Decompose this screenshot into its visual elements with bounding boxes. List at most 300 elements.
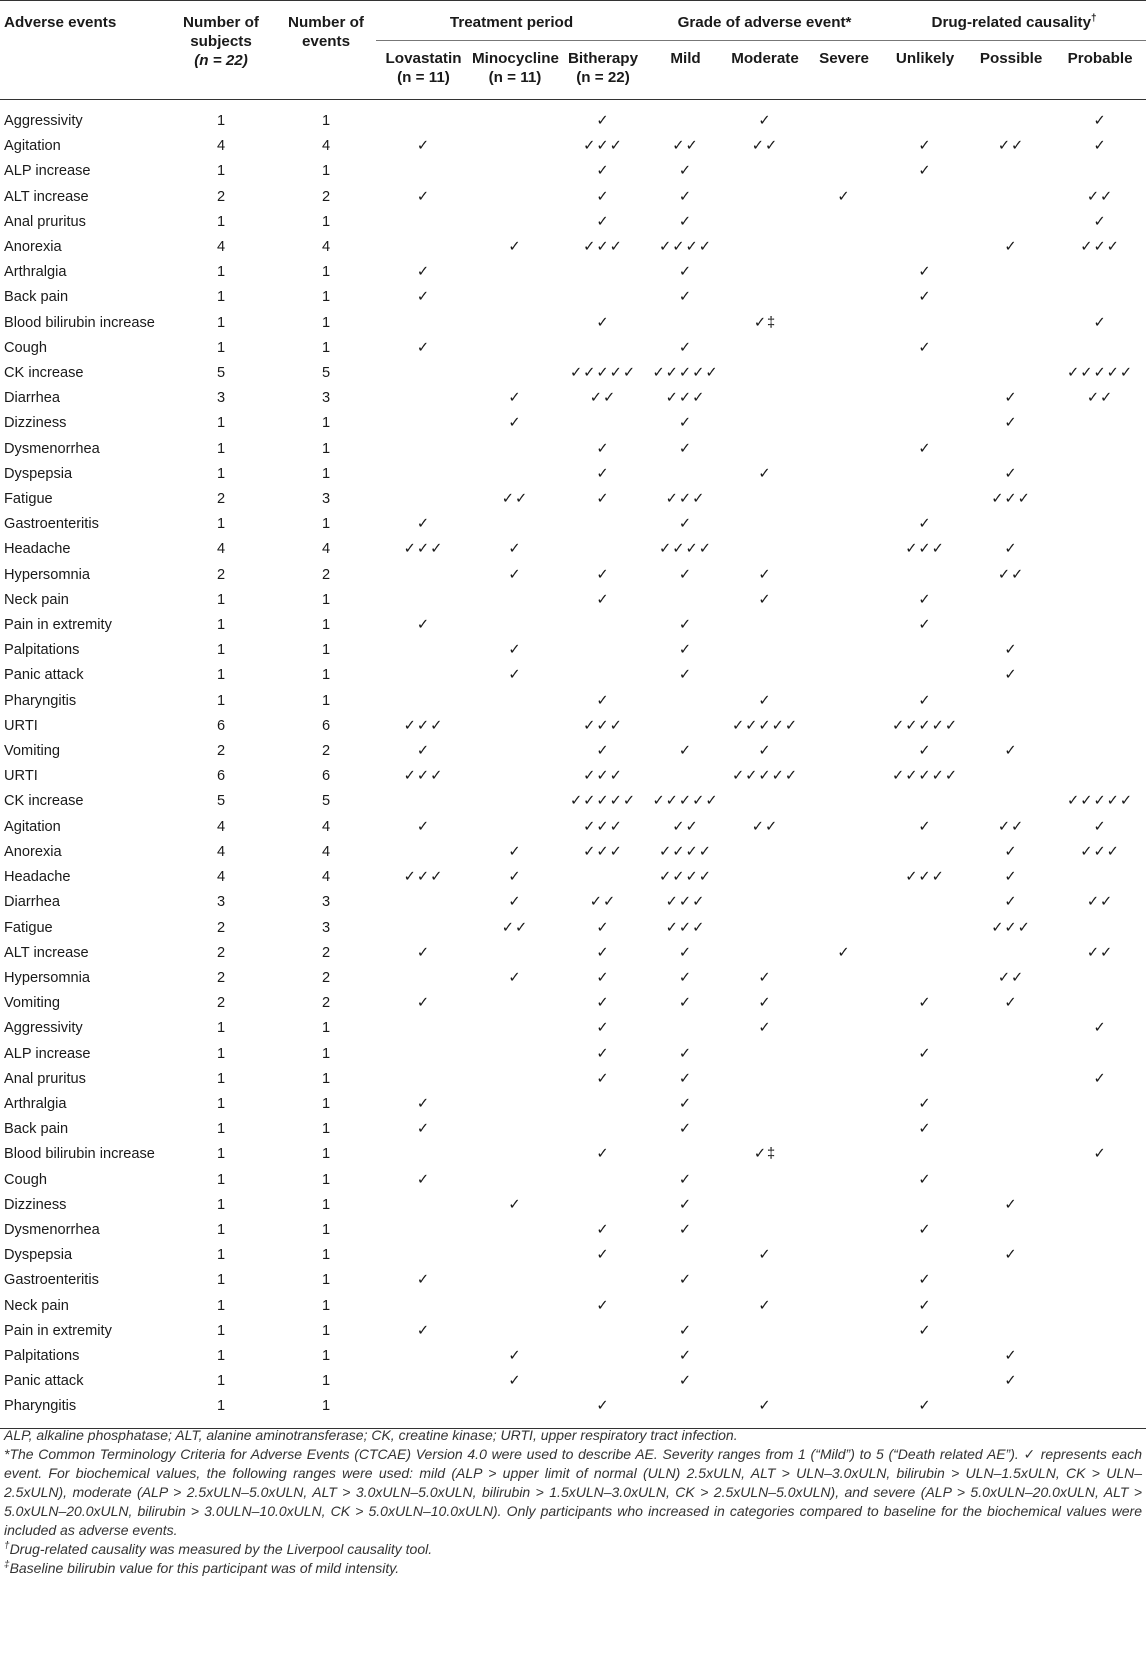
probable-cell: [1054, 1218, 1146, 1243]
moderate-cell: [724, 638, 806, 663]
possible-cell: [968, 361, 1054, 386]
bitherapy-cell: [559, 411, 647, 436]
lovastatin-cell: ✓: [416, 818, 431, 835]
unlikely-cell: ✓: [918, 163, 932, 180]
possible-cell: [968, 1016, 1054, 1041]
header-lovastatin-label: Lovastatin: [385, 50, 462, 67]
moderate-cell: ✓‡: [753, 1146, 777, 1163]
lovastatin-cell: [376, 210, 471, 235]
subjects-count: 1: [216, 591, 226, 608]
header-number-of-subjects-label: Number of subjects: [183, 14, 259, 50]
table-row: [0, 159, 1146, 184]
severe-cell: [806, 563, 882, 588]
probable-cell: ✓✓: [1086, 390, 1114, 407]
events-count: 1: [321, 1095, 331, 1112]
mild-cell: ✓: [678, 213, 693, 230]
table-row: [0, 1042, 1146, 1067]
severe-cell: [806, 537, 882, 562]
minocycline-cell: [471, 714, 559, 739]
minocycline-cell: [471, 739, 559, 764]
unlikely-cell: ✓: [918, 1095, 932, 1112]
probable-cell: [1054, 588, 1146, 613]
table-row: [0, 1319, 1146, 1344]
unlikely-cell: ✓: [918, 339, 932, 356]
probable-cell: [1054, 462, 1146, 487]
header-number-of-events: Number of events: [276, 1, 376, 100]
minocycline-cell: [471, 100, 559, 135]
lovastatin-cell: [376, 437, 471, 462]
moderate-cell: [724, 1092, 806, 1117]
header-lovastatin-n: (n = 11): [397, 69, 450, 86]
minocycline-cell: [471, 1268, 559, 1293]
subjects-count: 1: [216, 1045, 226, 1062]
unlikely-cell: [882, 789, 968, 814]
bitherapy-cell: ✓: [596, 591, 610, 608]
mild-cell: [647, 1142, 724, 1167]
mild-cell: [647, 462, 724, 487]
minocycline-cell: [471, 764, 559, 789]
unlikely-cell: ✓✓✓: [905, 869, 945, 886]
events-count: 4: [321, 239, 331, 256]
minocycline-cell: [471, 789, 559, 814]
unlikely-cell: ✓: [882, 1394, 968, 1428]
adverse-event-name: Blood bilirubin increase: [4, 1146, 155, 1163]
events-count: 1: [321, 1221, 331, 1238]
probable-cell: [1054, 1319, 1146, 1344]
unlikely-cell: ✓✓✓: [905, 541, 945, 558]
table-row: [0, 361, 1146, 386]
severe-cell: [806, 739, 882, 764]
lovastatin-cell: [376, 386, 471, 411]
header-minocycline-n: (n = 11): [488, 69, 542, 86]
severe-cell: [806, 462, 882, 487]
adverse-event-name: Hypersomnia: [4, 566, 90, 583]
severe-cell: [806, 1344, 882, 1369]
subjects-count: 4: [216, 541, 226, 558]
possible-cell: ✓✓✓: [991, 491, 1031, 508]
probable-cell: [1054, 714, 1146, 739]
adverse-event-name: ALP increase: [4, 1045, 91, 1062]
minocycline-cell: ✓: [508, 1196, 522, 1213]
unlikely-cell: [882, 311, 968, 336]
subjects-count: 1: [216, 692, 226, 709]
unlikely-cell: [882, 235, 968, 260]
events-count: 1: [321, 213, 331, 230]
events-count: 2: [321, 944, 331, 961]
probable-cell: [1054, 285, 1146, 310]
lovastatin-cell: [376, 1067, 471, 1092]
events-count: 1: [276, 1394, 376, 1428]
table-row: [0, 563, 1146, 588]
unlikely-cell: [882, 1369, 968, 1394]
unlikely-cell: ✓✓✓✓✓: [891, 768, 959, 785]
lovastatin-cell: [376, 1016, 471, 1041]
minocycline-cell: [471, 1092, 559, 1117]
table-row: [0, 714, 1146, 739]
moderate-cell: ✓✓: [751, 818, 779, 835]
bitherapy-cell: ✓: [559, 1394, 647, 1428]
lovastatin-cell: ✓: [416, 339, 431, 356]
mild-cell: ✓: [678, 1272, 693, 1289]
lovastatin-cell: ✓: [416, 1272, 431, 1289]
probable-cell: ✓: [1093, 213, 1107, 230]
header-lovastatin: [376, 41, 471, 100]
minocycline-cell: [471, 1243, 559, 1268]
lovastatin-cell: ✓: [416, 1121, 431, 1138]
table-row: [0, 210, 1146, 235]
subjects-count: 2: [216, 995, 226, 1012]
table-row: [0, 411, 1146, 436]
severe-cell: [806, 411, 882, 436]
subjects-count: 2: [216, 944, 226, 961]
unlikely-cell: ✓: [918, 692, 932, 709]
unlikely-cell: [882, 361, 968, 386]
adverse-event-name: Vomiting: [4, 743, 60, 760]
minocycline-cell: ✓: [508, 1347, 522, 1364]
events-count: 1: [321, 264, 331, 281]
header-minocycline-label: Minocycline: [472, 50, 559, 67]
table-row: [0, 311, 1146, 336]
events-count: 2: [321, 188, 331, 205]
moderate-cell: [724, 411, 806, 436]
moderate-cell: [724, 361, 806, 386]
moderate-cell: ✓: [758, 969, 772, 986]
subjects-count: 6: [216, 768, 226, 785]
adverse-event-name: CK increase: [4, 793, 84, 810]
table-row: [0, 1369, 1146, 1394]
events-count: 2: [321, 995, 331, 1012]
header-probable: Probable: [1054, 41, 1146, 100]
bitherapy-cell: [559, 663, 647, 688]
moderate-cell: ✓: [758, 692, 772, 709]
bitherapy-cell: [559, 1193, 647, 1218]
header-bitherapy-label: Bitherapy: [567, 50, 639, 67]
table-row: [0, 1218, 1146, 1243]
minocycline-cell: ✓: [508, 894, 522, 911]
minocycline-cell: [471, 1016, 559, 1041]
moderate-cell: [724, 941, 806, 966]
subjects-count: 1: [216, 289, 226, 306]
adverse-event-name: Cough: [4, 339, 48, 356]
adverse-event-name: Aggressivity: [4, 113, 83, 129]
subjects-count: 1: [216, 1373, 226, 1390]
bitherapy-cell: [559, 865, 647, 890]
events-count: 1: [321, 1272, 331, 1289]
footnote-dagger-text: Drug-related causality was measured by the Liverpool causality tool.: [9, 1541, 433, 1557]
mild-cell: ✓: [678, 969, 693, 986]
events-count: 1: [321, 591, 331, 608]
lovastatin-cell: [376, 235, 471, 260]
moderate-cell: ✓: [758, 995, 772, 1012]
adverse-event-name: Diarrhea: [4, 390, 60, 407]
events-count: 1: [321, 1347, 331, 1364]
mild-cell: ✓: [678, 1347, 693, 1364]
minocycline-cell: [471, 689, 559, 714]
lovastatin-cell: ✓: [416, 995, 431, 1012]
adverse-event-name: Palpitations: [4, 1347, 80, 1364]
subjects-count: 1: [216, 1322, 226, 1339]
moderate-cell: [724, 487, 806, 512]
probable-cell: [1054, 966, 1146, 991]
table-row: [0, 1268, 1146, 1293]
probable-cell: ✓: [1093, 1020, 1107, 1037]
table-row: [0, 663, 1146, 688]
probable-cell: [1054, 1193, 1146, 1218]
bitherapy-cell: ✓: [596, 113, 610, 129]
moderate-cell: ✓✓✓✓✓: [731, 768, 799, 785]
subjects-count: 5: [216, 365, 226, 382]
severe-cell: [806, 361, 882, 386]
unlikely-cell: [882, 663, 968, 688]
events-count: 1: [321, 667, 331, 684]
adverse-event-name: Pain in extremity: [4, 617, 112, 634]
subjects-count: 1: [216, 113, 226, 129]
bitherapy-cell: ✓✓✓: [583, 239, 623, 256]
severe-cell: [806, 1268, 882, 1293]
moderate-cell: ✓: [758, 113, 772, 129]
events-count: 1: [321, 314, 331, 331]
severe-cell: [806, 663, 882, 688]
minocycline-cell: ✓✓: [501, 919, 529, 936]
severe-cell: [806, 890, 882, 915]
table-row: [0, 1117, 1146, 1142]
adverse-event-name: Dysmenorrhea: [4, 440, 100, 457]
possible-cell: [968, 941, 1054, 966]
table-row: [0, 100, 1146, 135]
table-row: [0, 689, 1146, 714]
adverse-event-name: Agitation: [4, 138, 61, 155]
table-row: [0, 185, 1146, 210]
probable-cell: [1054, 1042, 1146, 1067]
table-row: [0, 815, 1146, 840]
bitherapy-cell: ✓: [596, 314, 610, 331]
severe-cell: [806, 512, 882, 537]
subjects-count: 2: [216, 491, 226, 508]
table-row: [0, 487, 1146, 512]
table-body: [0, 100, 1146, 1429]
bitherapy-cell: ✓: [596, 1221, 610, 1238]
bitherapy-cell: ✓: [596, 1020, 610, 1037]
bitherapy-cell: ✓: [596, 919, 610, 936]
header-possible: Possible: [968, 41, 1054, 100]
unlikely-cell: [882, 1142, 968, 1167]
events-count: 1: [321, 1373, 331, 1390]
unlikely-cell: ✓: [918, 1045, 932, 1062]
moderate-cell: ✓: [758, 566, 772, 583]
possible-cell: ✓: [1004, 541, 1018, 558]
possible-cell: ✓: [1004, 390, 1018, 407]
footnote-double-dagger: [4, 1559, 1142, 1578]
lovastatin-cell: [376, 689, 471, 714]
severe-cell: [806, 865, 882, 890]
table-row: [0, 1294, 1146, 1319]
subjects-count: 1: [216, 1247, 226, 1264]
severe-cell: [806, 1294, 882, 1319]
possible-cell: ✓: [1004, 1247, 1018, 1264]
events-count: 3: [321, 919, 331, 936]
bitherapy-cell: ✓✓✓: [583, 768, 623, 785]
subjects-count: 1: [216, 1020, 226, 1037]
probable-cell: [1054, 1243, 1146, 1268]
moderate-cell: [724, 789, 806, 814]
bitherapy-cell: ✓: [596, 1297, 610, 1314]
footnote-abbreviations: ALP, alkaline phosphatase; ALT, alanine aminotransferase; CK, creatine kinase; URTI, upper respiratory tract infection.: [4, 1427, 738, 1443]
possible-cell: ✓: [1004, 1373, 1018, 1390]
lovastatin-cell: ✓: [416, 1171, 431, 1188]
events-count: 3: [321, 491, 331, 508]
lovastatin-cell: [376, 563, 471, 588]
moderate-cell: [724, 663, 806, 688]
unlikely-cell: ✓: [918, 1221, 932, 1238]
subjects-count: 4: [216, 818, 226, 835]
mild-cell: ✓✓✓✓: [659, 869, 712, 886]
possible-cell: ✓: [1004, 465, 1018, 482]
minocycline-cell: ✓: [508, 869, 522, 886]
minocycline-cell: [471, 512, 559, 537]
mild-cell: ✓: [678, 1373, 693, 1390]
probable-cell: [1054, 689, 1146, 714]
possible-cell: [968, 1294, 1054, 1319]
subjects-count: 4: [216, 138, 226, 155]
bitherapy-cell: ✓✓✓: [583, 818, 623, 835]
bitherapy-cell: ✓: [596, 743, 610, 760]
subjects-count: 1: [216, 667, 226, 684]
probable-cell: [1054, 159, 1146, 184]
adverse-event-name: ALP increase: [4, 163, 91, 180]
adverse-event-name: Pharyngitis: [0, 1394, 166, 1428]
probable-cell: [1054, 1369, 1146, 1394]
moderate-cell: [724, 512, 806, 537]
table-row: [0, 865, 1146, 890]
lovastatin-cell: [376, 100, 471, 135]
severe-cell: [806, 588, 882, 613]
subjects-count: 1: [216, 264, 226, 281]
severe-cell: [806, 1042, 882, 1067]
table-row: [0, 437, 1146, 462]
lovastatin-cell: ✓: [416, 188, 431, 205]
bitherapy-cell: ✓: [596, 163, 610, 180]
adverse-event-name: Dizziness: [4, 1196, 67, 1213]
table-row: [0, 613, 1146, 638]
moderate-cell: ✓: [758, 1020, 772, 1037]
bitherapy-cell: [559, 1092, 647, 1117]
possible-cell: ✓: [1004, 894, 1018, 911]
header-bitherapy: [559, 41, 647, 100]
header-moderate: Moderate: [724, 41, 806, 100]
moderate-cell: [724, 890, 806, 915]
header-causality-label: Drug-related causality: [931, 14, 1092, 31]
events-count: 1: [321, 163, 331, 180]
unlikely-cell: [882, 1193, 968, 1218]
events-count: 1: [321, 289, 331, 306]
header-minocycline: [471, 41, 559, 100]
events-count: 1: [321, 642, 331, 659]
footnote-double-dagger-text: Baseline bilirubin value for this participant was of mild intensity.: [9, 1560, 400, 1576]
probable-cell: [1054, 437, 1146, 462]
adverse-event-name: Dyspepsia: [4, 1247, 73, 1264]
possible-cell: [968, 311, 1054, 336]
events-count: 2: [321, 969, 331, 986]
header-severe: Severe: [806, 41, 882, 100]
minocycline-cell: ✓: [508, 390, 522, 407]
events-count: 4: [321, 818, 331, 835]
mild-cell: ✓✓✓: [665, 894, 706, 911]
probable-cell: ✓✓: [1086, 894, 1114, 911]
lovastatin-cell: ✓: [416, 516, 431, 533]
header-treatment-period: Treatment period: [376, 1, 647, 41]
adverse-event-name: URTI: [4, 717, 38, 734]
table-row: [0, 1344, 1146, 1369]
unlikely-cell: ✓: [918, 818, 932, 835]
bitherapy-cell: ✓✓✓: [583, 843, 623, 860]
minocycline-cell: [471, 815, 559, 840]
bitherapy-cell: [559, 1319, 647, 1344]
table-row: [0, 285, 1146, 310]
probable-cell: [1054, 1344, 1146, 1369]
bitherapy-cell: ✓: [596, 692, 610, 709]
unlikely-cell: [882, 411, 968, 436]
subjects-count: 1: [216, 1070, 226, 1087]
table-row: [0, 386, 1146, 411]
moderate-cell: [724, 185, 806, 210]
adverse-event-name: Anal pruritus: [4, 1070, 86, 1087]
mild-cell: ✓: [678, 516, 693, 533]
subjects-count: 1: [216, 1196, 226, 1213]
moderate-cell: ✓: [758, 1297, 772, 1314]
minocycline-cell: ✓: [508, 642, 522, 659]
moderate-cell: [724, 437, 806, 462]
probable-cell: [1054, 260, 1146, 285]
table-row: [0, 1168, 1146, 1193]
events-count: 1: [321, 617, 331, 634]
bitherapy-cell: [559, 336, 647, 361]
subjects-count: 1: [216, 213, 226, 230]
moderate-cell: ✓: [758, 1247, 772, 1264]
events-count: 1: [321, 415, 331, 432]
adverse-event-name: Arthralgia: [4, 264, 67, 281]
table-row: [0, 916, 1146, 941]
unlikely-cell: [882, 487, 968, 512]
possible-cell: [968, 437, 1054, 462]
subjects-count: 1: [216, 1297, 226, 1314]
severe-cell: [806, 966, 882, 991]
severe-cell: [806, 764, 882, 789]
unlikely-cell: ✓: [918, 1272, 932, 1289]
probable-cell: ✓✓: [1086, 944, 1114, 961]
subjects-count: 3: [216, 894, 226, 911]
lovastatin-cell: [376, 663, 471, 688]
severe-cell: [806, 235, 882, 260]
table-row: [0, 588, 1146, 613]
moderate-cell: ✓: [758, 743, 772, 760]
mild-cell: ✓: [678, 264, 693, 281]
possible-cell: [968, 1117, 1054, 1142]
moderate-cell: [724, 386, 806, 411]
events-count: 1: [321, 1045, 331, 1062]
subjects-count: 2: [216, 188, 226, 205]
severe-cell: [806, 1193, 882, 1218]
bitherapy-cell: ✓✓: [589, 894, 617, 911]
table-row: [0, 462, 1146, 487]
severe-cell: [806, 638, 882, 663]
mild-cell: [647, 1243, 724, 1268]
mild-cell: ✓✓✓✓✓: [652, 793, 719, 810]
minocycline-cell: ✓: [508, 969, 522, 986]
severe-cell: [806, 1369, 882, 1394]
minocycline-cell: ✓: [508, 667, 522, 684]
lovastatin-cell: [376, 1042, 471, 1067]
mild-cell: ✓: [678, 642, 693, 659]
